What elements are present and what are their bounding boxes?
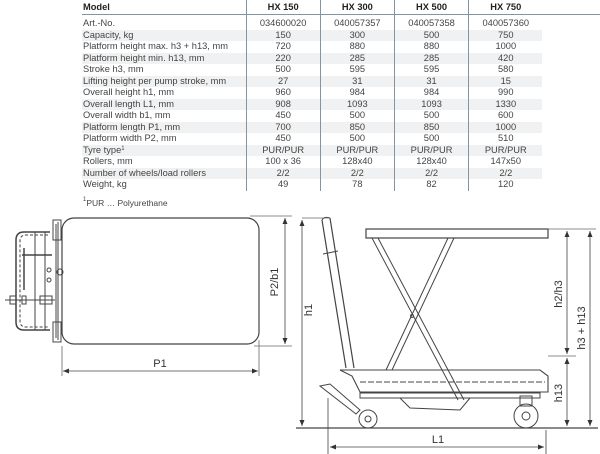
cell-hx150: 908 xyxy=(246,99,320,111)
row-label-text: Tyre type xyxy=(83,144,122,155)
footnote-ref: 1 xyxy=(121,145,125,152)
spec-table xyxy=(82,0,600,191)
dim-label-p2-b1: P2/b1 xyxy=(269,267,281,297)
table-edge xyxy=(542,76,600,88)
cell-hx300: 880 xyxy=(320,41,394,53)
cell-hx500: 500 xyxy=(394,133,468,145)
row-label-text: Overall height h1, mm xyxy=(83,87,174,97)
cell-hx750: 600 xyxy=(469,110,543,122)
cell-hx500: PUR/PUR xyxy=(394,145,468,157)
table-row xyxy=(82,87,600,99)
table-edge xyxy=(542,133,600,145)
row-label xyxy=(82,145,246,157)
table-body xyxy=(82,15,600,191)
table-edge xyxy=(542,41,600,53)
table-row xyxy=(82,179,600,191)
table-row xyxy=(82,145,600,157)
cell-hx500: 500 xyxy=(394,30,468,42)
cell-hx750: 147x50 xyxy=(469,156,543,168)
cell-hx500: 040057358 xyxy=(394,15,468,30)
row-label xyxy=(82,133,246,145)
cell-hx150: 450 xyxy=(246,110,320,122)
row-label xyxy=(82,110,246,122)
table-row xyxy=(82,110,600,122)
cell-hx500: 128x40 xyxy=(394,156,468,168)
cell-hx750: 1330 xyxy=(469,99,543,111)
header-hx500: HX 500 xyxy=(394,0,468,15)
table-edge xyxy=(542,53,600,65)
row-label xyxy=(82,179,246,191)
row-label xyxy=(82,41,246,53)
row-label-text: Overall length L1, mm xyxy=(83,98,174,109)
cell-hx750: 2/2 xyxy=(469,168,543,180)
cell-hx300: 2/2 xyxy=(320,168,394,180)
cell-hx750: 750 xyxy=(469,30,543,42)
cell-hx500: 984 xyxy=(394,87,468,99)
cell-hx150: 034600020 xyxy=(246,15,320,30)
cell-hx500: 31 xyxy=(394,76,468,88)
cell-hx300: 1093 xyxy=(320,99,394,111)
cell-hx150: 720 xyxy=(246,41,320,53)
top-view-drawing xyxy=(5,216,292,376)
cell-hx750: 420 xyxy=(469,53,543,65)
table-row xyxy=(82,15,600,30)
row-label xyxy=(82,156,246,168)
table-row xyxy=(82,156,600,168)
row-label xyxy=(82,168,246,180)
dim-label-h1: h1 xyxy=(303,303,315,317)
cell-hx150: 700 xyxy=(246,122,320,134)
cell-hx150: 960 xyxy=(246,87,320,99)
table-edge xyxy=(542,145,600,157)
row-label xyxy=(82,64,246,76)
cell-hx500: 285 xyxy=(394,53,468,65)
table-row xyxy=(82,133,600,145)
table-row xyxy=(82,64,600,76)
header-hx150: HX 150 xyxy=(246,0,320,15)
cell-hx150: 150 xyxy=(246,30,320,42)
row-label-text: Art.-No. xyxy=(83,18,116,28)
table-edge xyxy=(542,15,600,30)
row-label-text: Lifting height per pump stroke, mm xyxy=(83,75,227,86)
cell-hx500: 595 xyxy=(394,64,468,76)
table-row xyxy=(82,168,600,180)
dim-label-h2-h3: h2/h3 xyxy=(553,280,565,308)
cell-hx150: 49 xyxy=(246,179,320,191)
table-edge xyxy=(542,156,600,168)
row-label xyxy=(82,53,246,65)
cell-hx300: 500 xyxy=(320,110,394,122)
table-edge xyxy=(542,64,600,76)
cell-hx300: 128x40 xyxy=(320,156,394,168)
cell-hx750: 1000 xyxy=(469,41,543,53)
row-label-text: Platform height max. h3 + h13, mm xyxy=(83,41,228,51)
cell-hx150: 450 xyxy=(246,133,320,145)
table-header-row xyxy=(82,0,600,15)
row-label-text: Capacity, kg xyxy=(83,29,134,40)
cell-hx300: PUR/PUR xyxy=(320,145,394,157)
cell-hx750: 15 xyxy=(469,76,543,88)
cell-hx500: 850 xyxy=(394,122,468,134)
cell-hx300: 78 xyxy=(320,179,394,191)
table-edge xyxy=(542,179,600,191)
row-label-text: Overall width b1, mm xyxy=(83,110,171,120)
technical-drawing xyxy=(0,210,600,454)
cell-hx300: 500 xyxy=(320,133,394,145)
dim-label-l1: L1 xyxy=(431,434,445,446)
cell-hx500: 2/2 xyxy=(394,168,468,180)
cell-hx300: 595 xyxy=(320,64,394,76)
table-row xyxy=(82,53,600,65)
header-hx300: HX 300 xyxy=(320,0,394,15)
row-label-text: Stroke h3, mm xyxy=(83,64,144,74)
cell-hx750: 120 xyxy=(469,179,543,191)
row-label-text: Weight, kg xyxy=(83,179,127,189)
row-label xyxy=(82,99,246,111)
cell-hx750: PUR/PUR xyxy=(469,145,543,157)
cell-hx750: 1000 xyxy=(469,122,543,134)
row-label xyxy=(82,15,246,30)
cell-hx750: 510 xyxy=(469,133,543,145)
cell-hx300: 300 xyxy=(320,30,394,42)
cell-hx150: 220 xyxy=(246,53,320,65)
footnote xyxy=(83,198,168,208)
cell-hx150: PUR/PUR xyxy=(246,145,320,157)
dim-label-h13: h13 xyxy=(553,383,565,403)
cell-hx150: 2/2 xyxy=(246,168,320,180)
cell-hx750: 040057360 xyxy=(469,15,543,30)
cell-hx750: 580 xyxy=(469,64,543,76)
cell-hx500: 82 xyxy=(394,179,468,191)
cell-hx300: 285 xyxy=(320,53,394,65)
row-label-text: Platform height min. h13, mm xyxy=(83,52,205,63)
table-row xyxy=(82,99,600,111)
cell-hx150: 27 xyxy=(246,76,320,88)
table-row xyxy=(82,76,600,88)
table-row xyxy=(82,41,600,53)
cell-hx150: 500 xyxy=(246,64,320,76)
table-edge xyxy=(542,122,600,134)
table-edge xyxy=(542,30,600,42)
cell-hx500: 1093 xyxy=(394,99,468,111)
table-row xyxy=(82,122,600,134)
cell-hx300: 984 xyxy=(320,87,394,99)
row-label xyxy=(82,87,246,99)
header-hx750: HX 750 xyxy=(469,0,543,15)
row-label xyxy=(82,30,246,42)
header-model: Model xyxy=(82,0,246,15)
cell-hx300: 850 xyxy=(320,122,394,134)
cell-hx300: 040057357 xyxy=(320,15,394,30)
row-label-text: Platform length P1, mm xyxy=(83,121,181,132)
table-edge xyxy=(542,87,600,99)
dim-label-p1: P1 xyxy=(153,358,167,370)
row-label-text: Platform width P2, mm xyxy=(83,133,177,143)
table-edge xyxy=(542,0,600,15)
cell-hx750: 990 xyxy=(469,87,543,99)
cell-hx150: 100 x 36 xyxy=(246,156,320,168)
cell-hx500: 880 xyxy=(394,41,468,53)
footnote-mark: 1 xyxy=(83,197,87,203)
row-label xyxy=(82,122,246,134)
dim-label-h3-h13: h3 + h13 xyxy=(576,306,588,350)
table-edge xyxy=(542,110,600,122)
side-view-drawing xyxy=(296,217,598,454)
cell-hx500: 500 xyxy=(394,110,468,122)
row-label xyxy=(82,76,246,88)
table-edge xyxy=(542,168,600,180)
row-label-text: Number of wheels/load rollers xyxy=(83,167,206,178)
table-edge xyxy=(542,99,600,111)
footnote-text: PUR … Polyurethane xyxy=(86,198,168,208)
row-label-text: Rollers, mm xyxy=(83,156,133,166)
cell-hx300: 31 xyxy=(320,76,394,88)
table-row xyxy=(82,30,600,42)
